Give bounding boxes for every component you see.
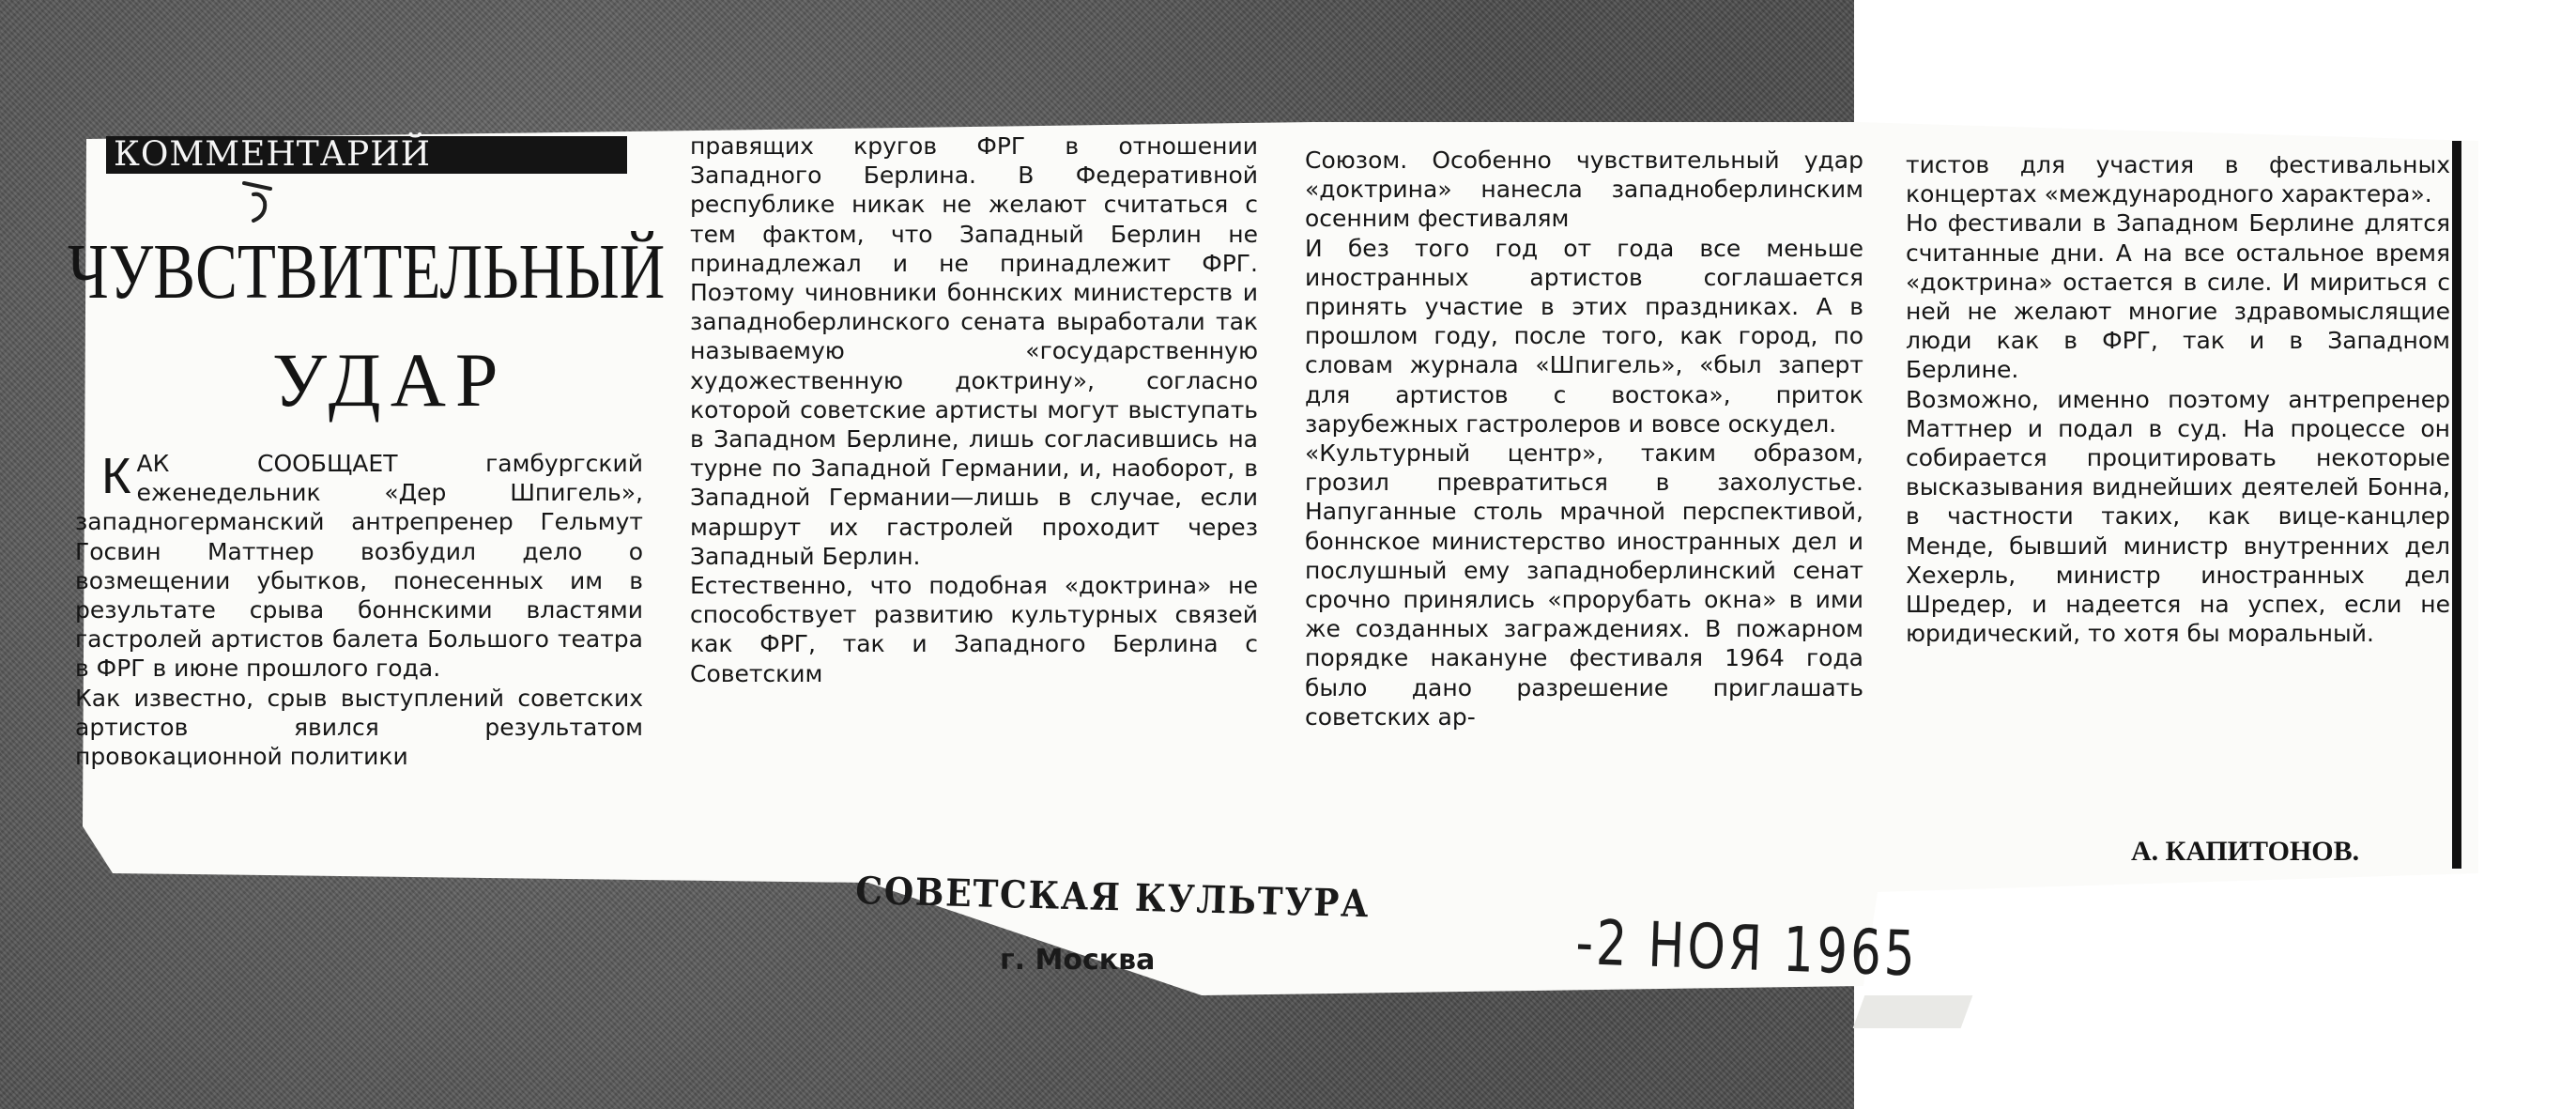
- clipping-edge-shadow: [2452, 141, 2461, 869]
- article-column-1: [75, 449, 643, 771]
- drop-cap: К: [101, 448, 131, 504]
- rubric-label: КОММЕНТАРИЙ: [106, 136, 627, 174]
- paper-scrap: [1853, 995, 1973, 1028]
- date-stamp: -2 НОЯ 1965: [1574, 906, 1920, 991]
- article-column-4: тистов для участия в фестивальных концертах «международного характера». Но фестивали в Западном Берлине длятся считанные дни. А на все остальное время «доктрина» остается в силе. И мириться с ней не желают многие здравомыслящие люди как в ФРГ, так и в Западном Берлине. Возможно, именно поэтому антрепренер Маттнер и подал в суд. На процессе он собирается процитировать некоторые высказывания виднейших деятелей Бонна, в частности таких, как вице-канцлер Менде, бывший министр внутренних дел Хехерль, министр иностранных дел Шредер, и надеется на успех, если не юридический, то хотя бы моральный.: [1906, 151, 2450, 648]
- author-signature: А. КАПИТОНОВ.: [2131, 836, 2360, 867]
- headline-line1: ЧУВСТВИТЕЛЬНЫЙ: [68, 228, 666, 316]
- newspaper-city-stamp: г. Москва: [1000, 944, 1156, 977]
- article-column-2: правящих кругов ФРГ в отношении Западного Берлина. В Федеративной республике никак не желают считаться с тем фактом, что Западный Берлин не принадлежал и не принадлежит ФРГ. Поэтому чиновники боннских министерств и западноберлинского сената выработали так называемую «государственную художественную доктрину», согласно которой советские артисты могут выступать в Западном Берлине, лишь согласившись на турне по Западной Германии, и, наоборот, в Западной Германии—лишь в случае, если маршрут их гастролей проходит через Западный Берлин. Естественно, что подобная «доктрина» не способствует развитию культурных связей как ФРГ, так и Западного Берлина с Советским: [690, 132, 1258, 687]
- newspaper-name-stamp: СОВЕТСКАЯ КУЛЬТУРА: [854, 869, 1371, 927]
- column-1-text: АК СООБЩАЕТ гамбургский еженедельник «Дер Шпигель», западногерманский антрепренер Гельмут Госвин Маттнер возбудил дело о возмещении убытков, понесенных им в результате срыва боннскими властями гастролей артистов балета Большого театра в ФРГ в июне прошлого года. Как известно, срыв выступлений советских артистов явился результатом провокационной политики: [75, 450, 643, 771]
- article-column-3: Союзом. Особенно чувствительный удар «доктрина» нанесла западноберлинским осенним фестивалям И без того год от года все меньше иностранных артистов соглашается принять участие в этих праздниках. А в прошлом году, после того, как город, по словам журнала «Шпигель», «был заперт для артистов с востока», приток зарубежных гастролеров и вовсе оскудел. «Культурный центр», таким образом, грозил превратиться в захолустье. Напуганные столь мрачной перспективой, боннское министерство иностранных дел и послушный ему западноберлинский сенат срочно принялись «прорубать окна» в ими же созданных заграждениях. В пожарном порядке накануне фестиваля 1964 года было дано разрешение приглашать советских ар-: [1305, 146, 1863, 731]
- headline-line2: УДАР: [272, 337, 508, 423]
